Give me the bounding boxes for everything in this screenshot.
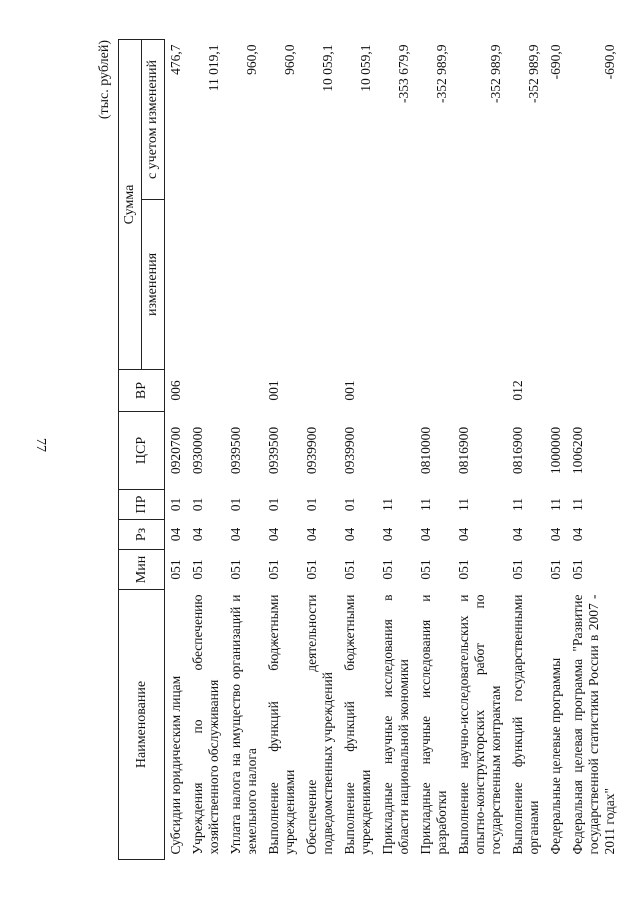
row-csr: 1006200 [570, 426, 585, 475]
header-min: Мин [119, 550, 165, 590]
row-csr: 0920700 [168, 426, 183, 475]
row-pr: 11 [418, 498, 433, 511]
row-with-change: -690,0 [548, 44, 563, 80]
row-vr [415, 370, 453, 412]
row-min: 051 [190, 559, 205, 580]
header-change: изменения [142, 200, 165, 370]
row-vr [301, 370, 339, 412]
row-csr: 0939500 [228, 426, 243, 475]
row-name: Выполнение функций бюджетными учреждениями [266, 594, 297, 855]
row-change [339, 200, 377, 370]
row-pr: 01 [228, 497, 243, 512]
table-row [165, 40, 188, 860]
row-min: 051 [228, 559, 243, 580]
row-csr: 0939500 [266, 426, 281, 475]
row-name: Федеральная целевая программа "Развитие государственной статистики России в 2007 - 2011 годах" [570, 594, 617, 855]
row-vr: 001 [342, 380, 357, 401]
table-row [301, 40, 339, 860]
row-change [377, 200, 415, 370]
row-pr: 11 [510, 498, 525, 511]
row-min: 051 [570, 559, 585, 580]
table-row [453, 40, 507, 860]
rotated-document-sheet [96, 40, 616, 860]
row-name: Выполнение функций бюджетными учреждениями [342, 594, 373, 855]
row-min: 051 [548, 559, 563, 580]
row-csr: 0939900 [304, 426, 319, 475]
row-pr: 01 [342, 497, 357, 512]
header-pr: ПР [119, 490, 165, 520]
row-rz: 04 [510, 527, 525, 542]
row-change [165, 200, 188, 370]
row-with-change: 960,0 [244, 44, 259, 75]
row-pr: 11 [548, 498, 563, 511]
table-row [545, 40, 567, 860]
row-change [453, 200, 507, 370]
row-csr [377, 412, 415, 490]
header-with-change: с учетом изменений [142, 40, 165, 200]
header-name: Наименование [119, 590, 165, 860]
row-vr [453, 370, 507, 412]
row-vr [567, 370, 621, 412]
table-row [567, 40, 621, 860]
row-change [225, 200, 263, 370]
row-change [507, 200, 545, 370]
row-with-change: 10 059,1 [358, 44, 373, 92]
row-min: 051 [266, 559, 281, 580]
row-rz: 04 [380, 527, 395, 542]
row-vr: 006 [168, 380, 183, 401]
table-row [339, 40, 377, 860]
row-vr [187, 370, 225, 412]
row-min: 051 [304, 559, 319, 580]
row-change [301, 200, 339, 370]
row-pr: 01 [304, 497, 319, 512]
table-row [377, 40, 415, 860]
row-name: Федеральные целевые программы [548, 657, 563, 855]
row-change [187, 200, 225, 370]
row-with-change: 960,0 [282, 44, 297, 75]
row-change [567, 200, 621, 370]
table-body [165, 40, 622, 860]
row-with-change: -352 989,9 [526, 44, 541, 103]
row-rz: 04 [570, 527, 585, 542]
budget-table [118, 39, 621, 860]
row-pr: 11 [456, 498, 471, 511]
row-min: 051 [418, 559, 433, 580]
header-sum: Сумма [119, 40, 142, 370]
row-rz: 04 [418, 527, 433, 542]
row-csr: 1000000 [548, 426, 563, 475]
row-csr: 0816900 [510, 426, 525, 475]
row-rz: 04 [168, 527, 183, 542]
table-row [187, 40, 225, 860]
row-min: 051 [456, 559, 471, 580]
row-vr [225, 370, 263, 412]
row-with-change: 11 019,1 [206, 44, 221, 92]
table-row [263, 40, 301, 860]
row-name: Обеспечение деятельности подведомственных учреждений [304, 594, 335, 855]
row-name: Субсидии юридическим лицам [168, 675, 183, 855]
row-pr: 11 [380, 498, 395, 511]
table-row [507, 40, 545, 860]
row-with-change: 476,7 [168, 44, 183, 75]
row-vr [377, 370, 415, 412]
row-name: Учреждения по обеспечению хозяйственного обслуживания [190, 594, 221, 855]
row-pr: 01 [168, 497, 183, 512]
row-csr: 0930000 [190, 426, 205, 475]
units-label: (тыс. рублей) [97, 40, 112, 120]
row-with-change: -352 989,9 [488, 44, 503, 103]
table-row [225, 40, 263, 860]
row-name: Выполнение функций государственными органами [510, 594, 541, 855]
row-rz: 04 [456, 527, 471, 542]
row-rz: 04 [342, 527, 357, 542]
row-csr: 0810000 [418, 426, 433, 475]
row-pr: 01 [190, 497, 205, 512]
row-vr: 012 [510, 380, 525, 401]
row-rz: 04 [304, 527, 319, 542]
row-pr: 01 [266, 497, 281, 512]
row-change [545, 200, 567, 370]
row-rz: 04 [548, 527, 563, 542]
row-with-change: 10 059,1 [320, 44, 335, 92]
header-csr: ЦСР [119, 412, 165, 490]
header-vr: ВР [119, 370, 165, 412]
row-name: Уплата налога на имущество организаций и земельного налога [228, 594, 259, 855]
row-min: 051 [510, 559, 525, 580]
table-row [415, 40, 453, 860]
row-name: Прикладные научные исследования и разработки [418, 594, 449, 855]
row-pr: 11 [570, 498, 585, 511]
row-csr: 0939900 [342, 426, 357, 475]
row-rz: 04 [190, 527, 205, 542]
row-csr: 0816900 [456, 426, 471, 475]
row-with-change: -352 989,9 [434, 44, 449, 103]
row-change [415, 200, 453, 370]
row-rz: 04 [228, 527, 243, 542]
header-rz: Рз [119, 520, 165, 550]
row-vr [545, 370, 567, 412]
row-rz: 04 [266, 527, 281, 542]
row-with-change: -353 679,9 [396, 44, 411, 103]
row-name: Выполнение научно-исследовательских и опытно-конструкторских работ по государственным контрактам [456, 594, 503, 855]
row-name: Прикладные научные исследования в области национальной экономики [380, 594, 411, 855]
page-number: 77 [33, 438, 48, 452]
row-vr: 001 [266, 380, 281, 401]
row-with-change: -690,0 [602, 44, 617, 80]
row-change [263, 200, 301, 370]
row-min: 051 [380, 559, 395, 580]
row-min: 051 [342, 559, 357, 580]
row-min: 051 [168, 559, 183, 580]
